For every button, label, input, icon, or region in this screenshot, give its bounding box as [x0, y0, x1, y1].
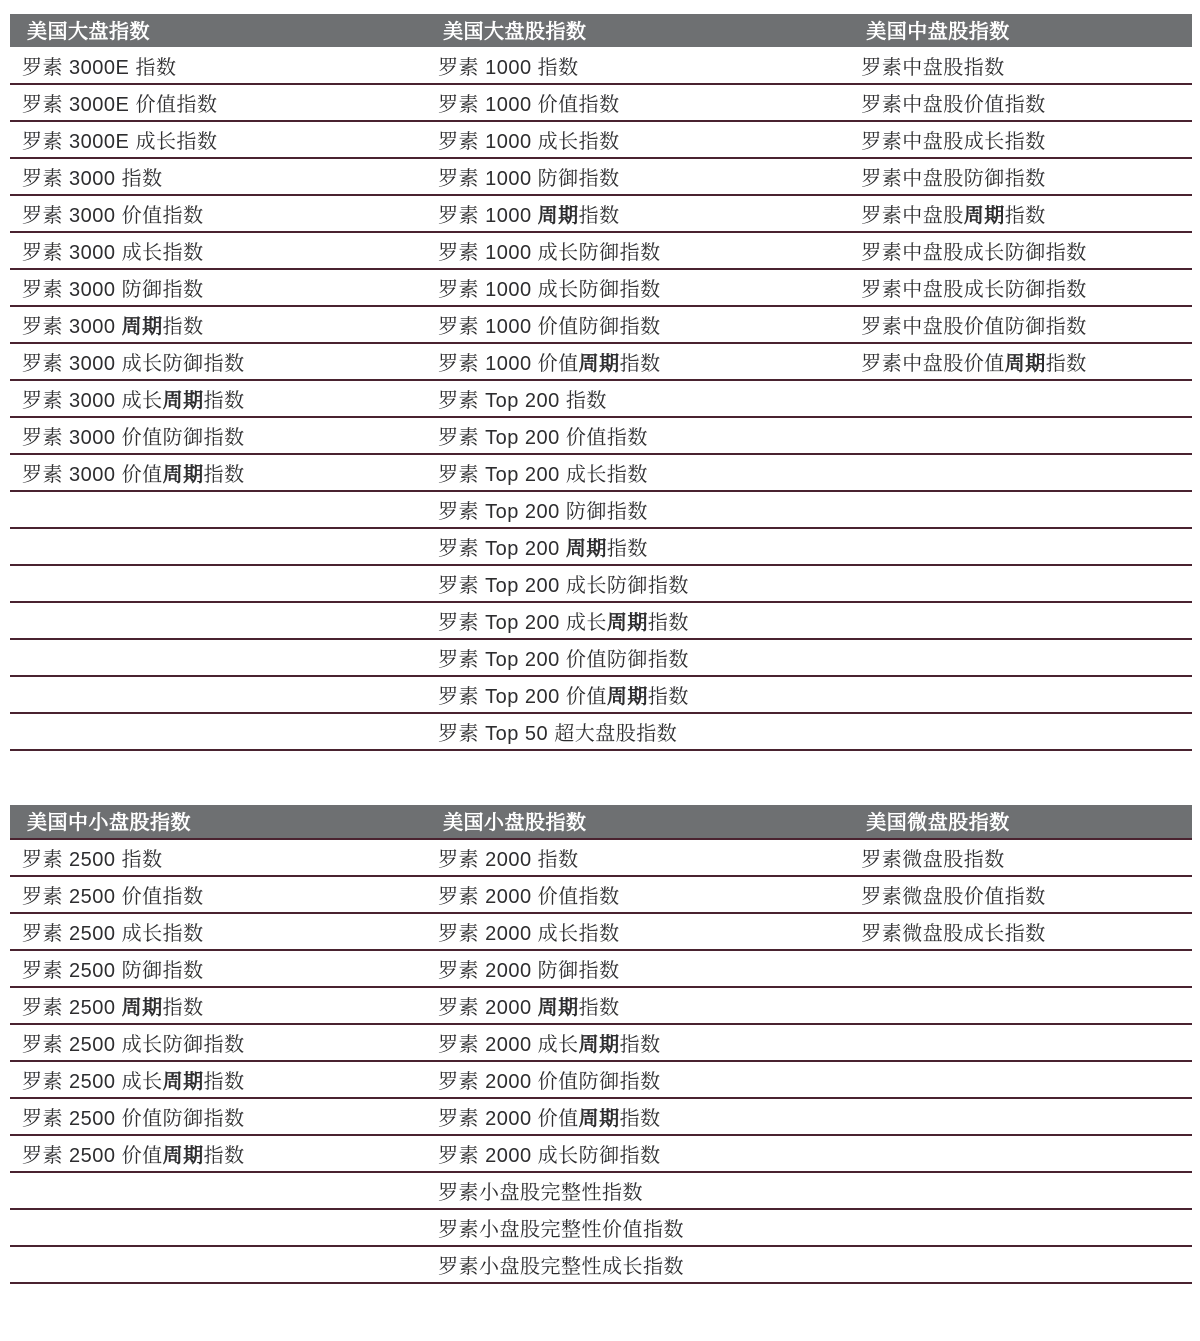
table-row: [10, 380, 1192, 417]
index-name-cell: 罗素微盘股指数: [849, 839, 1192, 876]
index-name-cell: 罗素 3000 价值指数: [10, 195, 426, 232]
index-name-cell: 罗素 2500 成长防御指数: [10, 1024, 426, 1061]
index-name-cell: 罗素 2500 指数: [10, 839, 426, 876]
index-name-cell: 罗素 2000 成长周期指数: [426, 1024, 849, 1061]
index-name-cell: 罗素 3000 价值防御指数: [10, 417, 426, 454]
index-name-cell: 罗素 3000 防御指数: [10, 269, 426, 306]
index-name-cell: 罗素 1000 防御指数: [426, 158, 849, 195]
index-name-cell: 罗素中盘股价值防御指数: [849, 306, 1192, 343]
index-name-cell: 罗素小盘股完整性指数: [426, 1172, 849, 1209]
index-name-cell: 罗素 Top 50 超大盘股指数: [426, 713, 849, 750]
index-name-cell: 罗素 1000 成长指数: [426, 121, 849, 158]
index-name-cell: 罗素中盘股价值周期指数: [849, 343, 1192, 380]
table-row: [10, 676, 1192, 713]
column-header-1: 美国大盘指数: [10, 14, 426, 47]
empty-cell: [849, 1246, 1192, 1283]
empty-cell: [849, 1172, 1192, 1209]
empty-cell: [849, 491, 1192, 528]
table-row: [10, 47, 1192, 84]
table-row: [10, 306, 1192, 343]
table-header-row: [10, 14, 1192, 47]
table-row: [10, 269, 1192, 306]
index-name-cell: 罗素 1000 指数: [426, 47, 849, 84]
index-name-cell: 罗素 2500 价值防御指数: [10, 1098, 426, 1135]
table-body: [10, 47, 1192, 750]
index-name-cell: 罗素 3000E 指数: [10, 47, 426, 84]
column-header-3: 美国微盘股指数: [849, 805, 1192, 839]
table-row: [10, 913, 1192, 950]
index-name-cell: 罗素 Top 200 成长周期指数: [426, 602, 849, 639]
empty-cell: [849, 380, 1192, 417]
index-name-cell: 罗素 2000 价值防御指数: [426, 1061, 849, 1098]
table-row: [10, 1098, 1192, 1135]
empty-cell: [849, 987, 1192, 1024]
index-name-cell: 罗素小盘股完整性成长指数: [426, 1246, 849, 1283]
table-row: [10, 417, 1192, 454]
index-name-cell: 罗素 Top 200 指数: [426, 380, 849, 417]
index-name-cell: 罗素 3000 价值周期指数: [10, 454, 426, 491]
index-table-smid-small-micro-cap: [10, 805, 1192, 1284]
index-name-cell: 罗素中盘股防御指数: [849, 158, 1192, 195]
index-name-cell: 罗素 2000 指数: [426, 839, 849, 876]
index-name-cell: 罗素 1000 价值周期指数: [426, 343, 849, 380]
index-name-cell: 罗素 3000 成长防御指数: [10, 343, 426, 380]
empty-cell: [10, 1209, 426, 1246]
table-row: [10, 1061, 1192, 1098]
empty-cell: [10, 565, 426, 602]
table-row: [10, 491, 1192, 528]
empty-cell: [10, 491, 426, 528]
index-name-cell: 罗素 Top 200 防御指数: [426, 491, 849, 528]
empty-cell: [10, 713, 426, 750]
table-row: [10, 1135, 1192, 1172]
empty-cell: [849, 1061, 1192, 1098]
table-row: [10, 1172, 1192, 1209]
table-row: [10, 528, 1192, 565]
table-row: [10, 950, 1192, 987]
empty-cell: [10, 1172, 426, 1209]
empty-cell: [849, 713, 1192, 750]
table-header-row: [10, 805, 1192, 839]
table-row: [10, 121, 1192, 158]
empty-cell: [849, 454, 1192, 491]
empty-cell: [10, 639, 426, 676]
table-row: [10, 454, 1192, 491]
table-row: [10, 1024, 1192, 1061]
table-row: [10, 1246, 1192, 1283]
index-name-cell: 罗素 3000E 价值指数: [10, 84, 426, 121]
index-name-cell: 罗素 2500 价值指数: [10, 876, 426, 913]
index-name-cell: 罗素 1000 价值防御指数: [426, 306, 849, 343]
index-name-cell: 罗素 2500 成长指数: [10, 913, 426, 950]
index-name-cell: 罗素 2000 成长防御指数: [426, 1135, 849, 1172]
table-body: [10, 839, 1192, 1283]
empty-cell: [10, 602, 426, 639]
empty-cell: [10, 1246, 426, 1283]
index-name-cell: 罗素 1000 周期指数: [426, 195, 849, 232]
index-name-cell: 罗素 3000 成长周期指数: [10, 380, 426, 417]
index-name-cell: 罗素中盘股价值指数: [849, 84, 1192, 121]
index-name-cell: 罗素 Top 200 周期指数: [426, 528, 849, 565]
index-name-cell: 罗素 1000 成长防御指数: [426, 232, 849, 269]
index-name-cell: 罗素 2000 成长指数: [426, 913, 849, 950]
table-row: [10, 639, 1192, 676]
column-header-2: 美国大盘股指数: [426, 14, 849, 47]
table-row: [10, 232, 1192, 269]
index-name-cell: 罗素 Top 200 成长防御指数: [426, 565, 849, 602]
index-name-cell: 罗素 3000E 成长指数: [10, 121, 426, 158]
table-row: [10, 1209, 1192, 1246]
column-header-1: 美国中小盘股指数: [10, 805, 426, 839]
table-row: [10, 343, 1192, 380]
index-name-cell: 罗素微盘股价值指数: [849, 876, 1192, 913]
index-name-cell: 罗素 Top 200 价值周期指数: [426, 676, 849, 713]
index-name-cell: 罗素 Top 200 价值防御指数: [426, 639, 849, 676]
index-name-cell: 罗素 2000 防御指数: [426, 950, 849, 987]
index-name-cell: 罗素 Top 200 价值指数: [426, 417, 849, 454]
empty-cell: [10, 676, 426, 713]
index-table-large-and-mid-cap: [10, 14, 1192, 751]
index-name-cell: 罗素微盘股成长指数: [849, 913, 1192, 950]
empty-cell: [849, 1024, 1192, 1061]
index-name-cell: 罗素中盘股周期指数: [849, 195, 1192, 232]
table-row: [10, 195, 1192, 232]
index-name-cell: 罗素 2000 周期指数: [426, 987, 849, 1024]
empty-cell: [10, 528, 426, 565]
empty-cell: [849, 1209, 1192, 1246]
index-name-cell: 罗素 1000 成长防御指数: [426, 269, 849, 306]
empty-cell: [849, 565, 1192, 602]
index-name-cell: 罗素 2000 价值周期指数: [426, 1098, 849, 1135]
table-row: [10, 987, 1192, 1024]
column-header-3: 美国中盘股指数: [849, 14, 1192, 47]
empty-cell: [849, 1098, 1192, 1135]
table-row: [10, 602, 1192, 639]
index-name-cell: 罗素 2500 周期指数: [10, 987, 426, 1024]
index-name-cell: 罗素中盘股指数: [849, 47, 1192, 84]
index-name-cell: 罗素 3000 指数: [10, 158, 426, 195]
empty-cell: [849, 417, 1192, 454]
empty-cell: [849, 676, 1192, 713]
empty-cell: [849, 950, 1192, 987]
index-name-cell: 罗素 3000 周期指数: [10, 306, 426, 343]
table-row: [10, 565, 1192, 602]
index-name-cell: 罗素 2500 价值周期指数: [10, 1135, 426, 1172]
index-name-cell: 罗素 1000 价值指数: [426, 84, 849, 121]
empty-cell: [849, 602, 1192, 639]
table-row: [10, 158, 1192, 195]
index-name-cell: 罗素 2000 价值指数: [426, 876, 849, 913]
table-row: [10, 839, 1192, 876]
empty-cell: [849, 639, 1192, 676]
index-name-cell: 罗素 Top 200 成长指数: [426, 454, 849, 491]
index-name-cell: 罗素 3000 成长指数: [10, 232, 426, 269]
index-name-cell: 罗素 2500 成长周期指数: [10, 1061, 426, 1098]
index-name-cell: 罗素中盘股成长指数: [849, 121, 1192, 158]
table-row: [10, 84, 1192, 121]
table-row: [10, 713, 1192, 750]
index-name-cell: 罗素小盘股完整性价值指数: [426, 1209, 849, 1246]
column-header-2: 美国小盘股指数: [426, 805, 849, 839]
header-row: [10, 805, 1192, 839]
empty-cell: [849, 528, 1192, 565]
index-name-cell: 罗素中盘股成长防御指数: [849, 269, 1192, 306]
index-name-cell: 罗素中盘股成长防御指数: [849, 232, 1192, 269]
index-name-cell: 罗素 2500 防御指数: [10, 950, 426, 987]
header-row: [10, 14, 1192, 47]
empty-cell: [849, 1135, 1192, 1172]
table-row: [10, 876, 1192, 913]
